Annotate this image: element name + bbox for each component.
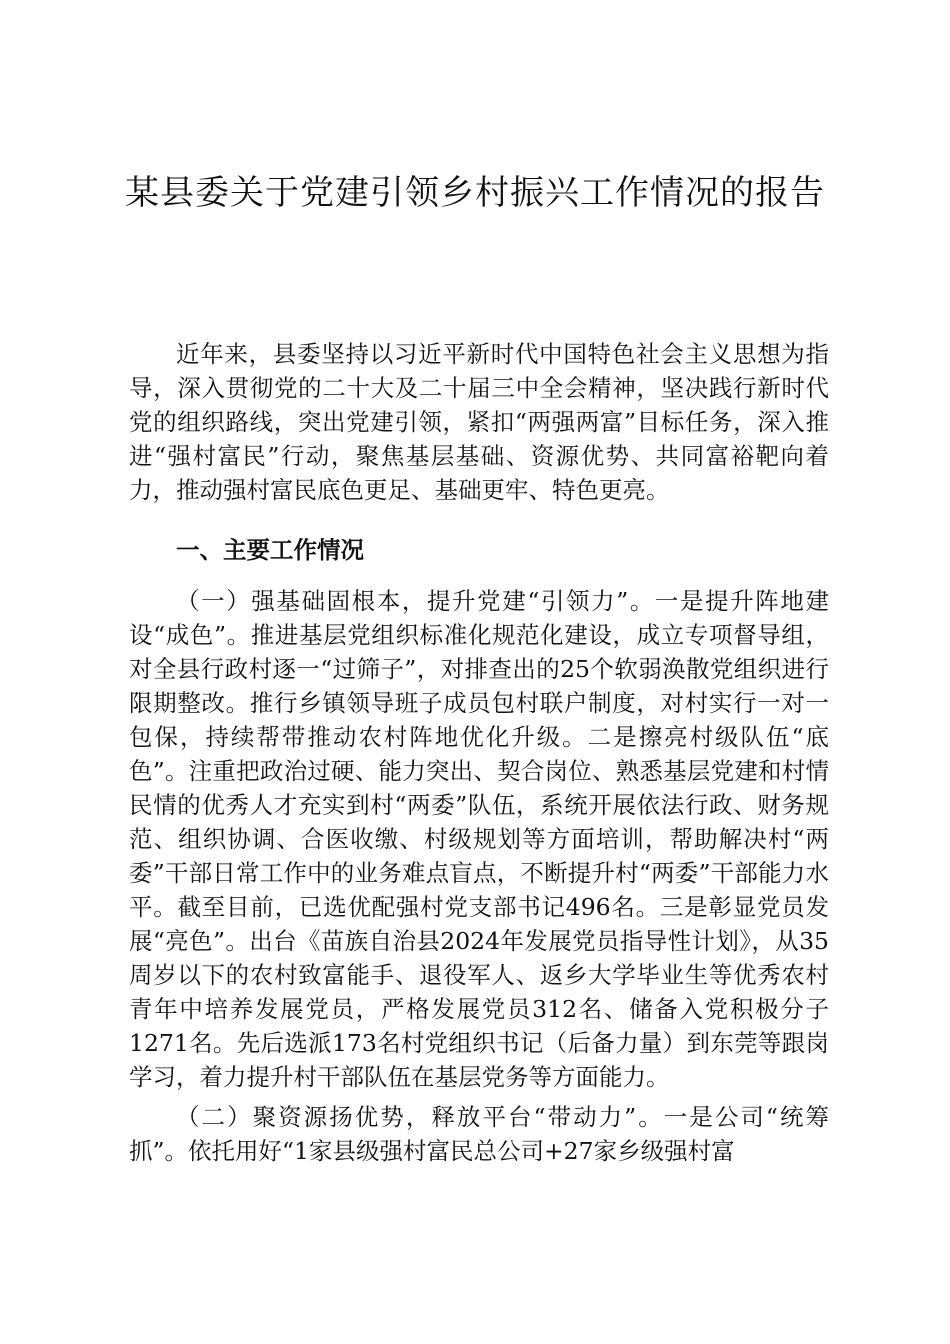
intro-paragraph: 近年来，县委坚持以习近平新时代中国特色社会主义思想为指导，深入贯彻党的二十大及二十届三中全会精神，坚决践行新时代党的组织路线，突出党建引领，紧扣“两强两富”目标任务，深入推进“强村富民”行动，聚焦基层基础、资源优势、共同富裕靶向着力，推动强村富民底色更足、基础更牢、特色更亮。 [129,340,829,504]
document-title: 某县委关于党建引领乡村振兴工作情况的报告 [125,173,825,213]
body-paragraph-1: （一）强基础固根本，提升党建“引领力”。一是提升阵地建设“成色”。推进基层党组织标准化规范化建设，成立专项督导组，对全县行政村逐一“过筛子”，对排查出的25个软弱涣散党组织进行限期整改。推行乡镇领导班子成员包村联户制度，对村实行一对一包保，持续帮带推动农村阵地优化升级。二是擦亮村级队伍“底色”。注重把政治过硬、能力突出、契合岗位、熟悉基层党建和村情民情的优秀人才充实到村“两委”队伍，系统开展依法行政、财务规范、组织协调、合医收缴、村级规划等方面培训，帮助解决村“两委”干部日常工作中的业务难点盲点，不断提升村“两委”干部能力水平。截至目前，已选优配强村党支部书记496名。三是彰显党员发展“亮色”。出台《苗族自治县2024年发展党员指导性计划》，从35周岁以下的农村致富能手、退役军人、返乡大学毕业生等优秀农村青年中培养发展党员，严格发展党员312名、储备入党积极分子1271名。先后选派173名村党组织书记（后备力量）到东莞等跟岗学习，着力提升村干部队伍在基层党务等方面能力。 [129,587,829,1091]
section-heading: 一、主要工作情况 [176,536,364,564]
body-paragraph-2: （二）聚资源扬优势，释放平台“带动力”。一是公司“统筹抓”。依托用好“1家县级强村富民总公司+27家乡级强村富 [129,1103,829,1165]
